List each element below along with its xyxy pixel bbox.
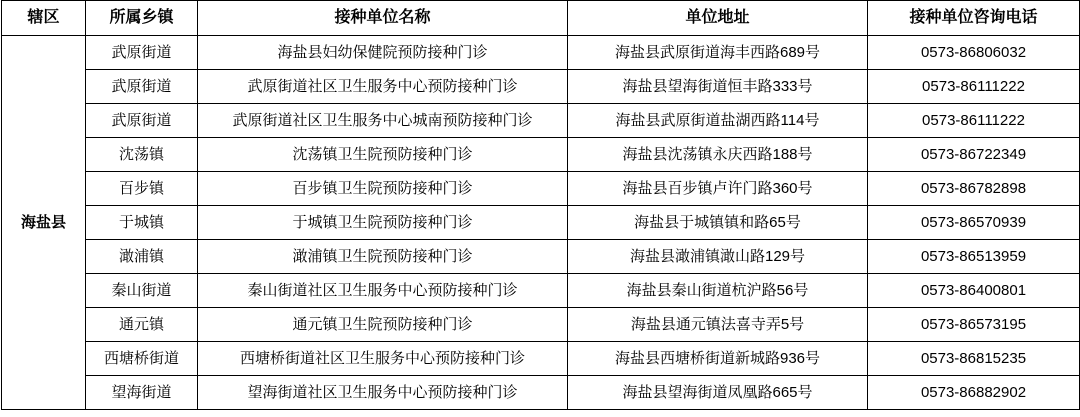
address-cell: 海盐县于城镇镇和路65号 bbox=[568, 206, 868, 240]
town-cell: 武原街道 bbox=[86, 104, 198, 138]
phone-cell: 0573-86806032 bbox=[868, 36, 1080, 70]
unit-name-cell: 海盐县妇幼保健院预防接种门诊 bbox=[198, 36, 568, 70]
table-row bbox=[2, 274, 1080, 308]
unit-name-cell: 沈荡镇卫生院预防接种门诊 bbox=[198, 138, 568, 172]
town-cell: 武原街道 bbox=[86, 36, 198, 70]
town-cell: 武原街道 bbox=[86, 70, 198, 104]
address-cell: 海盐县通元镇法喜寺弄5号 bbox=[568, 308, 868, 342]
unit-name-cell: 澉浦镇卫生院预防接种门诊 bbox=[198, 240, 568, 274]
table-row bbox=[2, 172, 1080, 206]
table-header-row bbox=[2, 1, 1080, 36]
address-cell: 海盐县武原街道盐湖西路114号 bbox=[568, 104, 868, 138]
unit-name-cell: 于城镇卫生院预防接种门诊 bbox=[198, 206, 568, 240]
table-row bbox=[2, 308, 1080, 342]
phone-cell: 0573-86400801 bbox=[868, 274, 1080, 308]
table-body bbox=[2, 36, 1080, 410]
phone-cell: 0573-86111222 bbox=[868, 70, 1080, 104]
unit-name-cell: 西塘桥街道社区卫生服务中心预防接种门诊 bbox=[198, 342, 568, 376]
column-header-address: 单位地址 bbox=[568, 1, 868, 36]
phone-cell: 0573-86570939 bbox=[868, 206, 1080, 240]
column-header-unit-name: 接种单位名称 bbox=[198, 1, 568, 36]
phone-cell: 0573-86815235 bbox=[868, 342, 1080, 376]
table-row bbox=[2, 376, 1080, 410]
table-row bbox=[2, 36, 1080, 70]
table-row bbox=[2, 138, 1080, 172]
phone-cell: 0573-86513959 bbox=[868, 240, 1080, 274]
address-cell: 海盐县西塘桥街道新城路936号 bbox=[568, 342, 868, 376]
address-cell: 海盐县望海街道凤凰路665号 bbox=[568, 376, 868, 410]
unit-name-cell: 武原街道社区卫生服务中心预防接种门诊 bbox=[198, 70, 568, 104]
address-cell: 海盐县望海街道恒丰路333号 bbox=[568, 70, 868, 104]
town-cell: 于城镇 bbox=[86, 206, 198, 240]
town-cell: 西塘桥街道 bbox=[86, 342, 198, 376]
unit-name-cell: 望海街道社区卫生服务中心预防接种门诊 bbox=[198, 376, 568, 410]
address-cell: 海盐县澉浦镇澉山路129号 bbox=[568, 240, 868, 274]
vaccination-sites-table bbox=[1, 0, 1080, 410]
column-header-town: 所属乡镇 bbox=[86, 1, 198, 36]
table-row bbox=[2, 206, 1080, 240]
town-cell: 通元镇 bbox=[86, 308, 198, 342]
address-cell: 海盐县秦山街道杭沪路56号 bbox=[568, 274, 868, 308]
table-row bbox=[2, 70, 1080, 104]
unit-name-cell: 武原街道社区卫生服务中心城南预防接种门诊 bbox=[198, 104, 568, 138]
phone-cell: 0573-86782898 bbox=[868, 172, 1080, 206]
town-cell: 沈荡镇 bbox=[86, 138, 198, 172]
district-cell: 海盐县 bbox=[2, 36, 86, 410]
table-header bbox=[2, 1, 1080, 36]
address-cell: 海盐县沈荡镇永庆西路188号 bbox=[568, 138, 868, 172]
town-cell: 秦山街道 bbox=[86, 274, 198, 308]
unit-name-cell: 通元镇卫生院预防接种门诊 bbox=[198, 308, 568, 342]
unit-name-cell: 秦山街道社区卫生服务中心预防接种门诊 bbox=[198, 274, 568, 308]
table-row bbox=[2, 342, 1080, 376]
unit-name-cell: 百步镇卫生院预防接种门诊 bbox=[198, 172, 568, 206]
address-cell: 海盐县百步镇卢许门路360号 bbox=[568, 172, 868, 206]
table-row bbox=[2, 240, 1080, 274]
town-cell: 望海街道 bbox=[86, 376, 198, 410]
town-cell: 百步镇 bbox=[86, 172, 198, 206]
address-cell: 海盐县武原街道海丰西路689号 bbox=[568, 36, 868, 70]
phone-cell: 0573-86573195 bbox=[868, 308, 1080, 342]
phone-cell: 0573-86722349 bbox=[868, 138, 1080, 172]
table-row bbox=[2, 104, 1080, 138]
town-cell: 澉浦镇 bbox=[86, 240, 198, 274]
phone-cell: 0573-86111222 bbox=[868, 104, 1080, 138]
column-header-district: 辖区 bbox=[2, 1, 86, 36]
column-header-phone: 接种单位咨询电话 bbox=[868, 1, 1080, 36]
phone-cell: 0573-86882902 bbox=[868, 376, 1080, 410]
